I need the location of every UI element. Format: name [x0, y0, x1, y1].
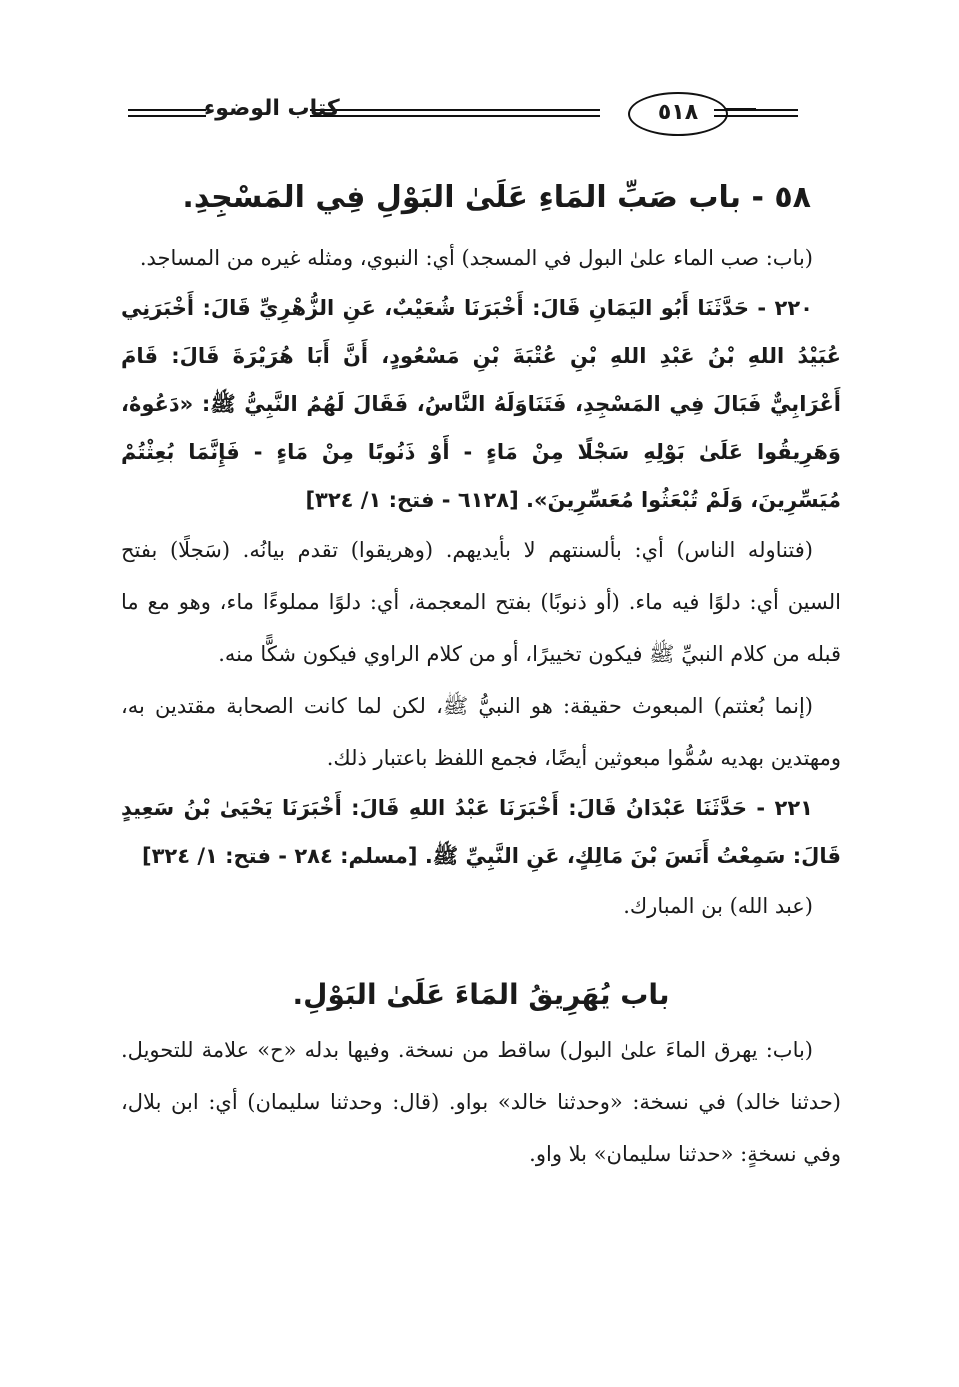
page-header: [118, 92, 838, 132]
page-number-ornament: [726, 108, 756, 111]
hadith-220: ٢٢٠ - حَدَّثَنَا أَبُو اليَمَانِ قَالَ: أَخْبَرَنَا شُعَيْبٌ، عَنِ الزُّهْرِيِّ قَالَ: أَخْبَرَنِي عُبَيْدُ اللهِ بْنُ عَبْدِ اللهِ بْنِ عُتْبَةَ بْنِ مَسْعُودٍ، أَنَّ أَبَا هُرَيْرَةَ قَالَ: قَامَ أَعْرَابِيٌّ فَبَالَ فِي المَسْجِدِ، فَتَنَاوَلَهُ النَّاسُ، فَقَالَ لَهُمُ النَّبِيُّ ﷺ: «دَعُوهُ، وَهَرِيقُوا عَلَىٰ بَوْلِهِ سَجْلًا مِنْ مَاءٍ - أَوْ ذَنُوبًا مِنْ مَاءٍ - فَإِنَّمَا بُعِثْتُمْ مُيَسِّرِينَ، وَلَمْ تُبْعَثُوا مُعَسِّرِينَ». [٦١٢٨ - فتح: ١/ ٣٢٤]: [121, 296, 841, 512]
header-rule-middle: [310, 109, 600, 117]
book-title: كتاب الوضوء: [204, 96, 340, 121]
commentary-paragraph: (عبد الله) بن المبارك.: [623, 894, 813, 918]
commentary-paragraph: (باب: يهرق الماءَ علىٰ البول) ساقط من نسخة. وفيها بدله «ح» علامة للتحويل. (حدثنا خالد) في نسخة: «وحدثنا خالد» بواو. (قال: وحدثنا سليمان) أي: ابن بلال، وفي نسخةٍ: «حدثنا سليمان» بلا واو.: [121, 1038, 841, 1166]
commentary-paragraph: (إنما بُعثتم) المبعوث حقيقة: هو النبيُّ ﷺ، لكن لما كانت الصحابة مقتدين به، ومهتدين بهديه سُمُّوا مبعوثين أيضًا، فجمع اللفظ باعتبار ذلك.: [121, 694, 841, 770]
page-content: [121, 172, 841, 1180]
chapter-heading: ٥٨ - باب صَبِّ المَاءِ عَلَىٰ البَوْلِ فِي المَسْجِدِ.: [182, 180, 811, 215]
header-rule-left: [128, 109, 206, 117]
subchapter-heading: باب يُهَرِيقُ المَاءَ عَلَىٰ البَوْلِ.: [292, 978, 670, 1011]
page-number: ٥١٨: [628, 92, 728, 136]
commentary-paragraph: (باب: صب الماء علىٰ البول في المسجد) أي: النبوي، ومثله غيره من المساجد.: [139, 246, 813, 270]
commentary-paragraph: (فتناوله الناس) أي: بألسنتهم لا بأيديهم. (وهريقوا) تقدم بيانُه. (سَجلًا) بفتح السين أي: دلوًا فيه ماء. (أو ذنوبًا) بفتح المعجمة، أي: دلوًا مملوءًا ماء، وهو مع ما قبله من كلام النبيِّ ﷺ فيكون تخييرًا، أو من كلام الراوي فيكون شكًّا منه.: [121, 538, 841, 666]
hadith-221: ٢٢١ - حَدَّثَنَا عَبْدَانُ قَالَ: أَخْبَرَنَا عَبْدُ اللهِ قَالَ: أَخْبَرَنَا يَحْيَىٰ بْنُ سَعِيدٍ قَالَ: سَمِعْتُ أَنَسَ بْنَ مَالِكٍ، عَنِ النَّبِيِّ ﷺ. [مسلم: ٢٨٤ - فتح: ١/ ٣٢٤]: [121, 796, 841, 868]
